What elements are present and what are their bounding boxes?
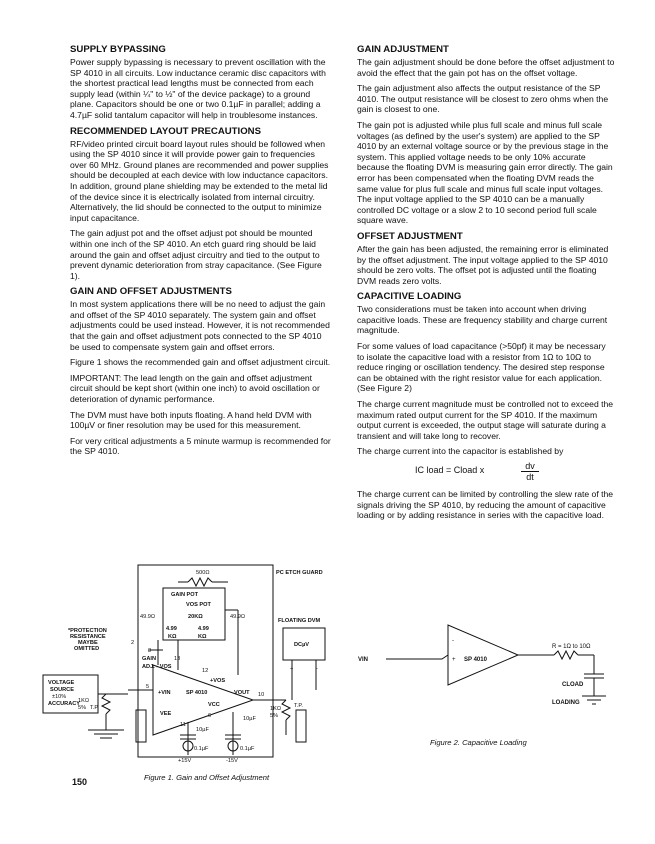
pin-5: 5: [146, 684, 150, 690]
label-floating-dvm: FLOATING DVM: [278, 618, 321, 624]
paragraph: The charge current magnitude must be controlled not to exceed the maximum rated output current for the SP 4010. If the maximum output current is exceeded, the output stage will saturate during a transient and will take long to recover.: [357, 399, 614, 441]
label-dcuv: DCµV: [294, 642, 310, 648]
label-10uf-right: 10µF: [243, 716, 256, 722]
label-vos-pot: VOS POT: [186, 602, 211, 608]
heading-gain-adjustment: GAIN ADJUSTMENT: [357, 44, 449, 55]
label-protection: *PROTECTION: [68, 628, 107, 634]
section-offset-adjustment: [357, 231, 615, 286]
paragraph: Figure 1 shows the recommended gain and offset adjustment circuit.: [70, 357, 331, 368]
equation-fraction: [521, 461, 539, 482]
input-line: [386, 655, 448, 659]
paragraph: For very critical adjustments a 5 minute warmup is recommended for the SP 4010.: [70, 435, 331, 457]
section-supply-bypassing: [70, 44, 332, 121]
paragraph: Power supply bypassing is necessary to prevent oscillation with the SP 4010 in all circuits. Low inductance ceramic disc capacitors with the shortest practical lead lengths must be connected from each supply lead (within ¼" to ½" of the device package) to a ground plane. Capacitors should be one or two 0.1µF in parallel; adding a 4.7µF solid tantalum capacitor will help in troublesome instances.: [70, 57, 326, 120]
label-10pct: ±10%: [52, 694, 67, 700]
heading-capacitive-loading: CAPACITIVE LOADING: [357, 291, 462, 303]
left-column: [70, 44, 332, 462]
pin-11: 11: [180, 722, 186, 728]
label-tp-left: T.P.: [90, 705, 99, 711]
label-omitted: OMITTED: [74, 646, 100, 652]
label-minus: -: [452, 638, 454, 644]
label-0-1uf-left: 0.1µF: [194, 746, 209, 752]
figure-2-capacitive-loading: [356, 610, 618, 730]
label-49-9-right: 49.9Ω: [230, 614, 246, 620]
label-kohm-right: KΩ: [198, 634, 207, 640]
output-return-box: [296, 710, 306, 742]
paragraph: IMPORTANT: The lead length on the gain and offset adjustment circuit should be kept short (within one inch) to avoid oscillation or deterioration of dynamic performance.: [70, 372, 320, 405]
label-20k: 20KΩ: [188, 614, 203, 620]
label-tp-right: T.P.: [294, 703, 303, 709]
figure-2-caption: Figure 2. Capacitive Loading: [430, 738, 527, 747]
label-500: 500Ω: [196, 570, 210, 576]
label-minus-15v: -15V: [226, 758, 238, 764]
figure-1-caption: Figure 1. Gain and Offset Adjustment: [144, 773, 270, 782]
paragraph: The charge current can be limited by controlling the slew rate of the signals driving the SP 4010, by reducing the amount of capacitive loading or by adding resistance in series with the capacitive load.: [357, 489, 614, 521]
label-sp4010: SP 4010: [464, 657, 487, 663]
paragraph: RF/video printed circuit board layout rules should be followed when using the SP 4010 since it will provide power gain to frequencies over 60 MHz. Ground planes are recommended and power supplies should be decoupled at each device with low inductance capacitors. In addition, ground plane shielding may be extended to the metal lid of the device since it is electrically isolated from internal circuitry. Alternatively, the lid should be connected to the output to minimize input capacitance.: [70, 138, 329, 223]
label-kohm-left: KΩ: [168, 634, 177, 640]
label-gain-pot: GAIN POT: [171, 592, 199, 598]
series-resistor: [554, 651, 578, 659]
label-sp4010: SP 4010: [186, 690, 208, 696]
section-capacitive-loading: [357, 291, 615, 521]
paragraph: The gain pot is adjusted while plus full scale and minus full scale voltages (as defined by the user's system) are applied to the SP 4010 by an external voltage source or by the previous stage in the system. This applied voltage needs to be only 10% accurate because the floating DVM is measuring gain error directly. The gain error has been compensated when the floating DVM reads the same value for plus full scale and minus full scale input voltages. The input voltage applied to the SP 4010 can be a manually controlled DC voltage or a slow 2 to 10 second period full scale square wave.: [357, 119, 613, 226]
paragraph: The gain adjustment also affects the output resistance of the SP 4010. The output resistance will be closest to zero ohms when the gain is closest to one.: [357, 83, 609, 115]
pin-6: 6: [208, 713, 212, 719]
resistor-500: [188, 578, 212, 586]
label-vout: VOUT: [234, 690, 250, 696]
label-pos-vos: +VOS: [210, 678, 226, 684]
paragraph: In most system applications there will be no need to adjust the gain and offset of the SP 4010 separately. The system gain and offset adjustments could be used instead. However, it is not recommended that the gain and offset adjustment pots connected to the SP 4010 be used to compensate system gain and offset errors.: [70, 299, 330, 352]
label-voltage: VOLTAGE: [48, 680, 75, 686]
paragraph: The DVM must have both inputs floating. A hand held DVM with 100µV or finer resolution may be used for this measurement.: [70, 409, 312, 431]
pin-3: 3: [148, 648, 152, 654]
label-1k-right: 1KΩ: [270, 706, 282, 712]
label-4-99-right: 4.99: [198, 626, 209, 632]
paragraph: After the gain has been adjusted, the remaining error is eliminated by the offset adjustment. The input voltage applied to the SP 4010 should be zero volts. The offset pot is adjusted until the floating DVM reads zero volts.: [357, 243, 609, 286]
right-column: [357, 44, 615, 526]
label-maybe: MAYBE: [78, 640, 98, 646]
label-vcc: VCC: [208, 702, 220, 708]
section-layout-precautions: [70, 126, 332, 282]
equation-denominator: dt: [526, 472, 534, 482]
label-vin: VIN: [358, 657, 369, 663]
label-resistance: RESISTANCE: [70, 634, 106, 640]
label-accuracy: ACCURACY: [48, 701, 81, 707]
label-0-1uf-right: 0.1µF: [240, 746, 255, 752]
equation-lhs: IC load = Cload x: [415, 465, 485, 475]
label-dvm-minus: -: [316, 666, 318, 672]
heading-layout-precautions: RECOMMENDED LAYOUT PRECAUTIONS: [70, 125, 261, 137]
label-49-9-left: 49.9Ω: [140, 614, 156, 620]
label-vee: VEE: [160, 711, 172, 717]
sp4010-buffer: [448, 625, 518, 685]
sp4010-opamp: [153, 665, 253, 735]
section-gain-offset-adjustments: [70, 286, 332, 457]
resistor-1k-right: [282, 700, 290, 720]
heading-supply-bypassing: SUPPLY BYPASSING: [70, 44, 166, 55]
label-dvm-plus: +: [290, 666, 294, 672]
resistor-1k-left: [102, 694, 110, 714]
label-4-99-left: 4.99: [166, 626, 177, 632]
pin-13: 13: [174, 656, 181, 662]
pin-2: 2: [131, 640, 135, 646]
label-vin: +VIN: [158, 690, 171, 696]
label-plus-15v: +15V: [178, 758, 192, 764]
paragraph: The gain adjust pot and the offset adjust pot should be mounted within one inch of the SP 4010. An etch guard ring should be laid around the gain and offset adjust circuitry and tied to the output to prevent dynamic deterioration from stray capacitance. (See Figure 1).: [70, 228, 322, 281]
pin-12: 12: [202, 668, 209, 674]
label-pc-etch-guard: PC ETCH GUARD: [276, 570, 323, 576]
label-1k-left: 1KΩ: [78, 698, 90, 704]
label-5pct-left: 5%: [78, 705, 87, 711]
label-10uf-left: 10µF: [196, 727, 209, 733]
label-r-range: R = 1Ω to 10Ω: [552, 644, 591, 650]
label-loading: LOADING: [552, 700, 580, 706]
heading-offset-adjustment: OFFSET ADJUSTMENT: [357, 230, 463, 242]
section-gain-adjustment: [357, 44, 615, 226]
page-number: 150: [72, 777, 88, 787]
charge-current-equation: [357, 462, 615, 484]
label-gain-adj: GAIN: [142, 656, 156, 662]
label-source: SOURCE: [50, 687, 74, 693]
paragraph: Two considerations must be taken into account when driving capacitive loads. These are frequency stability and charge current magnitude.: [357, 304, 608, 336]
paragraph: For some values of load capacitance (>50pf) it may be necessary to isolate the capacitive load with a resistor from 1Ω to 10Ω to reduce ringing or oscillation tendency. The desired step response can be obtained with the right resistor value for each application. (See Figure 2): [357, 341, 606, 394]
paragraph: The gain adjustment should be done before the offset adjustment to avoid the effect that the gain pot has on the offset voltage.: [357, 57, 615, 78]
label-adj-vos: ADJ. - VOS: [142, 664, 172, 670]
figure-1-gain-offset-circuit: [38, 560, 338, 765]
label-plus: +: [452, 657, 456, 663]
label-5pct-right: 5%: [270, 713, 279, 719]
equation-numerator: dv: [521, 461, 539, 472]
heading-gain-offset-adjustments: GAIN AND OFFSET ADJUSTMENTS: [70, 286, 232, 298]
paragraph: The charge current into the capacitor is established by: [357, 446, 564, 457]
label-cload: CLOAD: [562, 682, 584, 688]
pin-10: 10: [258, 692, 265, 698]
